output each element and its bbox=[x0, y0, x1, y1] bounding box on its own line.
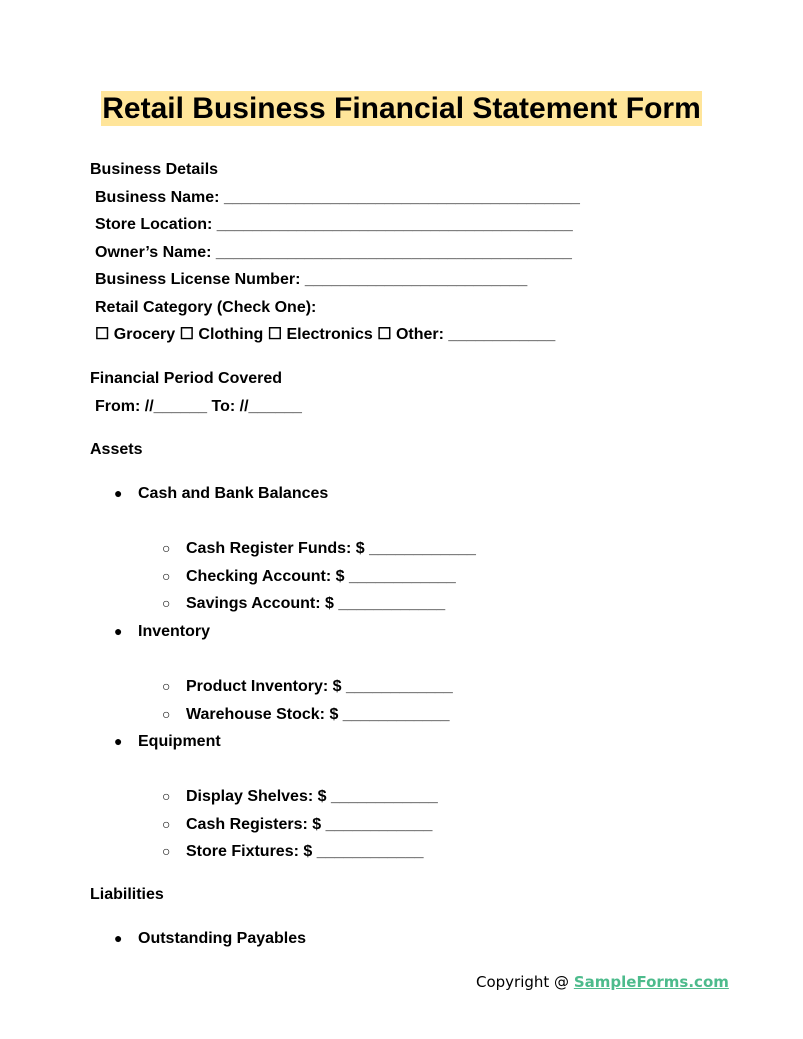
warehouse-stock-field[interactable]: Warehouse Stock: $ ____________ bbox=[186, 706, 450, 723]
retail-category-options[interactable]: ☐ Grocery ☐ Clothing ☐ Electronics ☐ Other: ____________ bbox=[95, 326, 556, 343]
bullet-icon: ● bbox=[114, 733, 123, 749]
inventory-label: Inventory bbox=[138, 623, 211, 640]
copyright-footer bbox=[476, 973, 729, 991]
financial-period-heading: Financial Period Covered bbox=[90, 370, 283, 387]
bullet-icon: ● bbox=[114, 485, 123, 501]
checking-account-field[interactable]: Checking Account: $ ____________ bbox=[186, 568, 456, 585]
circle-bullet-icon: ○ bbox=[162, 540, 171, 556]
savings-account-field[interactable]: Savings Account: $ ____________ bbox=[186, 595, 446, 612]
circle-bullet-icon: ○ bbox=[162, 788, 171, 804]
product-inventory-field[interactable]: Product Inventory: $ ____________ bbox=[186, 678, 453, 695]
title-wrapper bbox=[0, 91, 803, 126]
bullet-icon: ● bbox=[114, 623, 123, 639]
circle-bullet-icon: ○ bbox=[162, 706, 171, 722]
copyright-text: Copyright @ bbox=[476, 973, 574, 991]
circle-bullet-icon: ○ bbox=[162, 568, 171, 584]
owner-name-field[interactable]: Owner’s Name: ________________________________________ bbox=[95, 244, 572, 261]
equipment-label: Equipment bbox=[138, 733, 221, 750]
store-location-field[interactable]: Store Location: ________________________________________ bbox=[95, 216, 573, 233]
circle-bullet-icon: ○ bbox=[162, 678, 171, 694]
bullet-icon: ● bbox=[114, 930, 123, 946]
license-number-field[interactable]: Business License Number: _________________________ bbox=[95, 271, 528, 288]
assets-heading: Assets bbox=[90, 441, 143, 458]
page-title: Retail Business Financial Statement Form bbox=[102, 92, 701, 125]
liabilities-heading: Liabilities bbox=[90, 886, 164, 903]
retail-category-label: Retail Category (Check One): bbox=[95, 299, 317, 316]
financial-period-field[interactable]: From: //______ To: //______ bbox=[95, 398, 302, 415]
circle-bullet-icon: ○ bbox=[162, 595, 171, 611]
cash-registers-field[interactable]: Cash Registers: $ ____________ bbox=[186, 816, 433, 833]
cash-bank-label: Cash and Bank Balances bbox=[138, 485, 329, 502]
store-fixtures-field[interactable]: Store Fixtures: $ ____________ bbox=[186, 843, 424, 860]
cash-register-funds-field[interactable]: Cash Register Funds: $ ____________ bbox=[186, 540, 476, 557]
business-name-field[interactable]: Business Name: ________________________________________ bbox=[95, 189, 580, 206]
outstanding-payables-label: Outstanding Payables bbox=[138, 930, 307, 947]
circle-bullet-icon: ○ bbox=[162, 816, 171, 832]
display-shelves-field[interactable]: Display Shelves: $ ____________ bbox=[186, 788, 438, 805]
business-details-heading: Business Details bbox=[90, 161, 219, 178]
sampleforms-link[interactable]: SampleForms.com bbox=[573, 973, 729, 991]
circle-bullet-icon: ○ bbox=[162, 843, 171, 859]
